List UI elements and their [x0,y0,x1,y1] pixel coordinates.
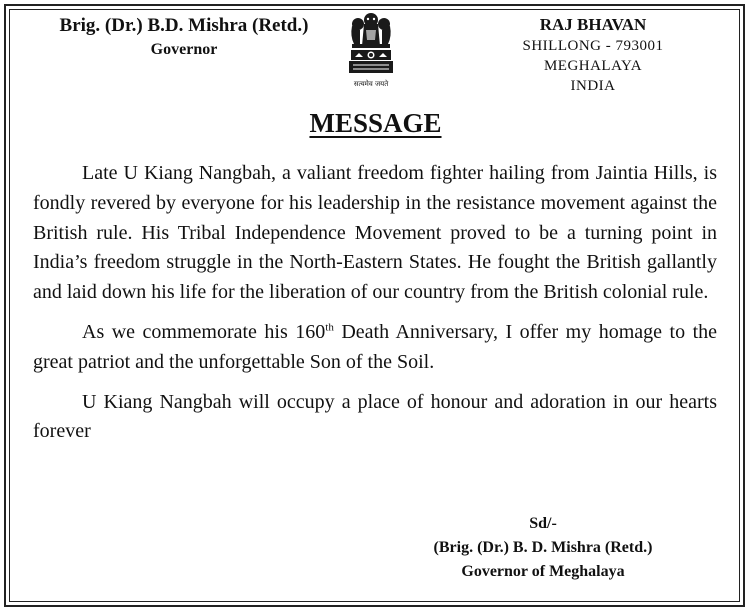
message-heading: MESSAGE [309,108,442,138]
signatory-name: (Brig. (Dr.) B. D. Mishra (Retd.) [433,539,653,556]
address-country: INDIA [570,78,616,94]
signature-block [388,512,698,584]
national-emblem-icon [340,10,402,96]
letterhead-left [24,14,344,60]
governor-name: Brig. (Dr.) B.D. Mishra (Retd.) [59,15,309,36]
page-title [0,108,751,139]
paragraph-1: Late U Kiang Nangbah, a valiant freedom fighter hailing from Jaintia Hills, is fondly revered by everyone for his leadership in the resistance movement against the British rule. His Tribal Independence Movement proved to be a turning point in India’s freedom struggle in the North-Eastern States. He fought the British gallantly and laid down his life for the liberation of our country from the British colonial rule. [33,162,717,304]
paragraph-2-start: As we commemorate his 160 [82,320,326,343]
office-name: RAJ BHAVAN [539,15,647,34]
governor-title: Governor [150,41,218,58]
address-state: MEGHALAYA [543,58,643,74]
signatory-designation: Governor of Meghalaya [461,563,625,580]
letterhead-right [498,14,688,96]
paragraph-3: U Kiang Nangbah will occupy a place of honour and adoration in our hearts forever [33,390,717,443]
message-body [33,159,717,447]
paragraph-2-end: Death Anniversary, I offer my homage to the great patriot and the unforgettable Son of the Soil. [33,320,717,373]
emblem-motto: सत्यमेव जयते [353,80,389,88]
paragraph-2 [33,318,717,378]
signed-mark: Sd/- [529,515,557,532]
address-city: SHILLONG - 793001 [522,38,664,54]
ordinal-suffix: th [325,321,334,334]
